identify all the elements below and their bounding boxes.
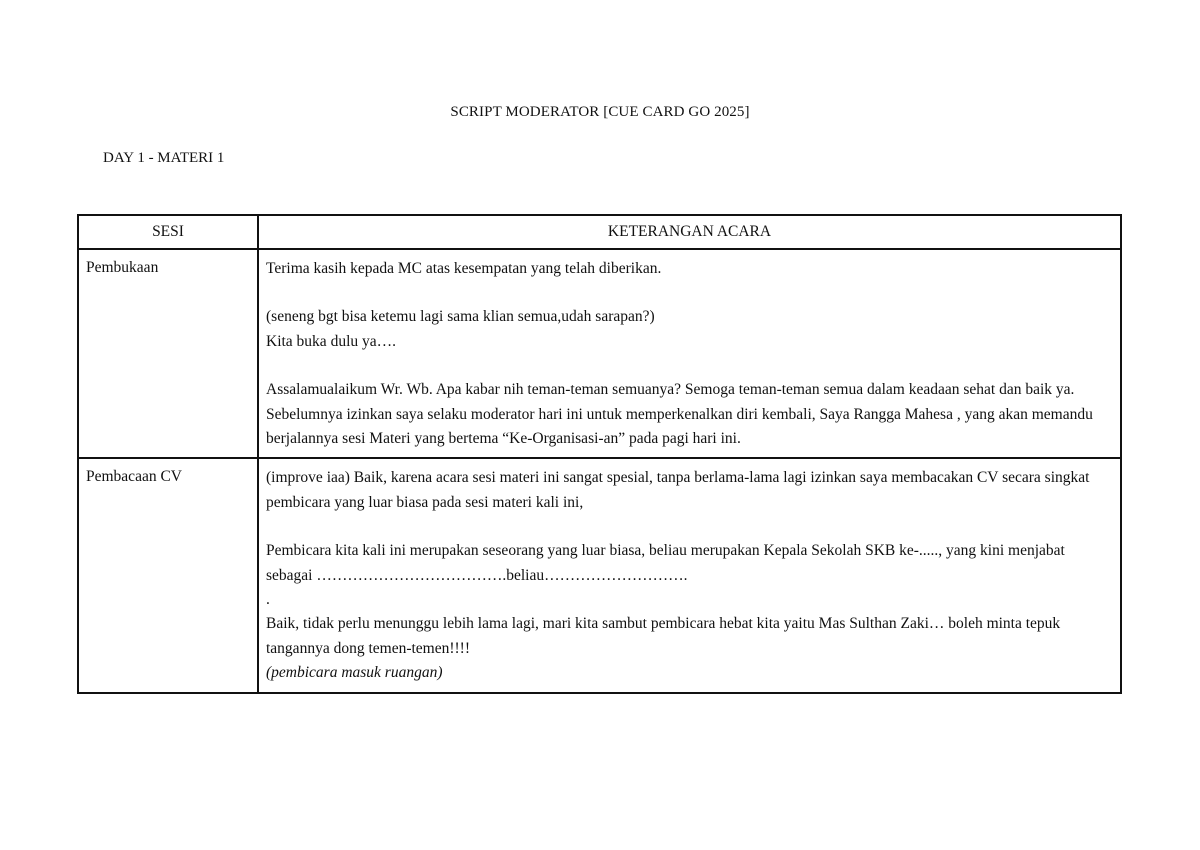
document-title: SCRIPT MODERATOR [CUE CARD GO 2025] (450, 104, 750, 120)
header-keterangan-acara: KETERANGAN ACARA (258, 215, 1121, 249)
table-row (78, 249, 1121, 458)
keterangan-cell (258, 458, 1121, 692)
paragraph: Assalamualaikum Wr. Wb. Apa kabar nih teman-teman semuanya? Semoga teman-teman semua dalam keadaan sehat dan baik ya. Sebelumnya izinkan saya selaku moderator hari ini untuk memperkenalkan diri kembali, Saya Rangga Mahesa , yang akan memandu berjalannya sesi Materi yang bertema “Ke-Organisasi-an” pada pagi hari ini. (266, 381, 1093, 448)
paragraph: Terima kasih kepada MC atas kesempatan yang telah diberikan. (266, 260, 662, 277)
keterangan-cell (258, 249, 1121, 458)
agenda-table (77, 214, 1122, 694)
paragraph: Baik, tidak perlu menunggu lebih lama lagi, mari kita sambut pembicara hebat kita yaitu Mas Sulthan Zaki… boleh minta tepuk tangannya dong temen-temen!!!! (266, 615, 1061, 657)
sesi-cell: Pembacaan CV (78, 458, 258, 692)
day-heading: DAY 1 - MATERI 1 (103, 150, 225, 166)
paragraph: Kita buka dulu ya…. (266, 332, 397, 350)
stage-direction: (pembicara masuk ruangan) (266, 664, 443, 682)
sesi-cell: Pembukaan (78, 249, 258, 458)
table-row (78, 458, 1121, 692)
paragraph: (seneng bgt bisa ketemu lagi sama klian semua,udah sarapan?) (266, 308, 655, 326)
header-sesi: SESI (78, 215, 258, 249)
table-header-row (78, 215, 1121, 249)
paragraph: (improve iaa) Baik, karena acara sesi materi ini sangat spesial, tanpa berlama-lama lagi izinkan saya membacakan CV secara singkat pembicara yang luar biasa pada sesi materi kali ini, (266, 469, 1090, 511)
paragraph: . (266, 591, 270, 609)
paragraph: Pembicara kita kali ini merupakan seseorang yang luar biasa, beliau merupakan Kepala Sekolah SKB ke-....., yang kini menjabat sebagai ……………………………….beliau………………………. (266, 542, 1065, 584)
